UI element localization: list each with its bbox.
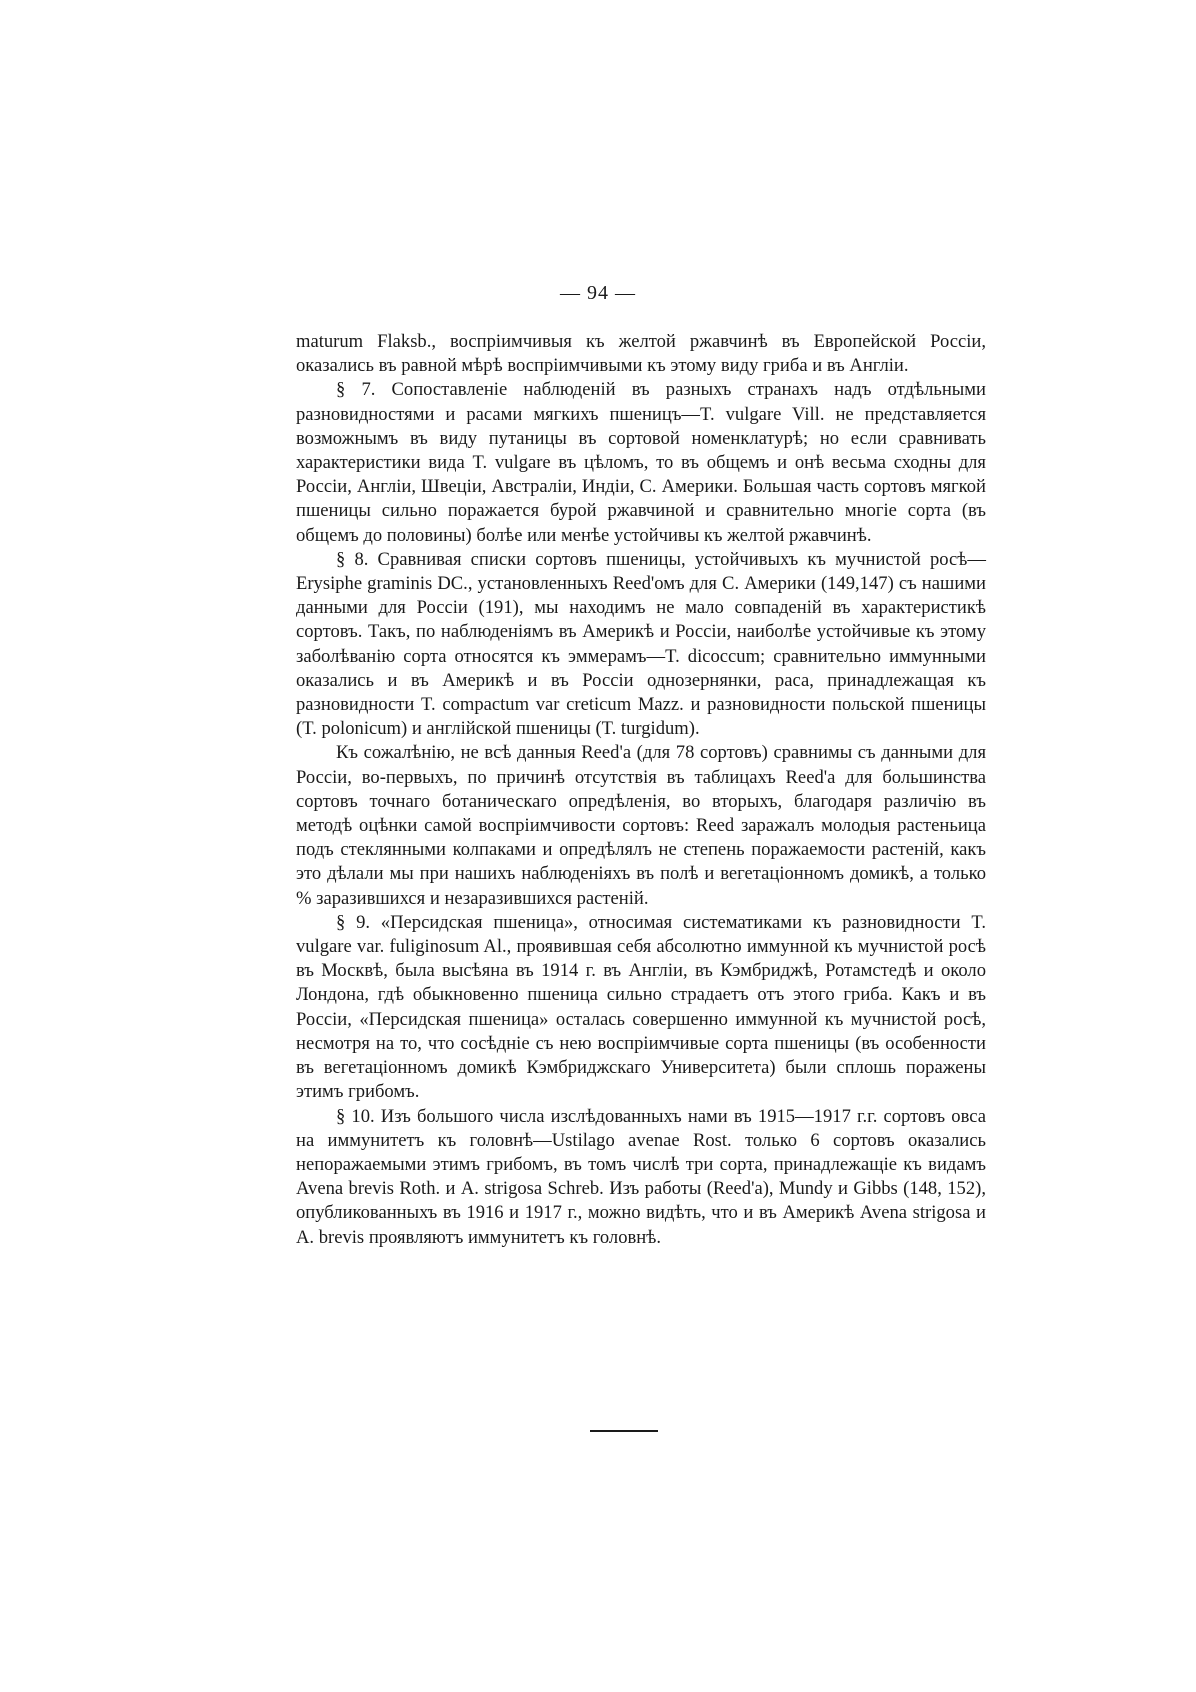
paragraph-section-8: § 8. Сравнивая списки сортовъ пшеницы, устойчивыхъ къ мучнистой росѣ—Erysiphe graminis DC., установленныхъ Reed'омъ для С. Америки (149,147) съ нашими данными для Россіи (191), мы находимъ не мало совпаденій въ характеристикѣ сортовъ. Такъ, по наблюденіямъ въ Америкѣ и Россіи, наиболѣе устойчивые къ этому заболѣванію сорта относятся къ эммерамъ—T. dicoccum; сравнительно иммунными оказались и въ Америкѣ и въ Россіи однозернянки, раса, принадлежащая къ разновидности T. compactum var creticum Mazz. и разновидности польской пшеницы (T. polonicum) и англійской пшеницы (T. turgidum). <box>296 548 986 740</box>
paragraph-section-10: § 10. Изъ большого числа изслѣдованныхъ нами въ 1915—1917 г.г. сортовъ овса на иммунитетъ къ головнѣ—Ustilago avenae Rost. только 6 сортовъ оказались непоражаемыми этимъ грибомъ, въ томъ числѣ три сорта, принадлежащіе къ видамъ Avena brevis Roth. и A. strigosa Schreb. Изъ работы (Reed'a), Mundy и Gibbs (148, 152), опубликованныхъ въ 1916 и 1917 г., можно видѣть, что и въ Америкѣ Avena strigosa и A. brevis проявляютъ иммунитетъ къ головнѣ. <box>296 1105 986 1248</box>
body-text <box>296 330 986 1250</box>
page-number: — 94 — <box>560 282 636 304</box>
paragraph-section-7: § 7. Сопоставленіе наблюденій въ разныхъ странахъ надъ отдѣльными разновидностями и расами мягкихъ пшеницъ—T. vulgare Vill. не представляется возможнымъ въ виду путаницы въ сортовой номенклатурѣ; но если сравнивать характеристики вида T. vulgare въ цѣломъ, то въ общемъ и онѣ весьма сходны для Россіи, Англіи, Швеціи, Австраліи, Индіи, С. Америки. Большая часть сортовъ мягкой пшеницы сильно поражается бурой ржавчиной и сравнительно многіе сорта (въ общемъ до половины) болѣе или менѣе устойчивы къ желтой ржавчинѣ. <box>296 379 986 546</box>
paragraph-continuation: maturum Flaksb., воспріимчивыя къ желтой ржавчинѣ въ Европейской Россіи, оказались въ равной мѣрѣ воспріимчивыми къ этому виду гриба и въ Англіи. <box>296 331 986 377</box>
paragraph-section-9: § 9. «Персидская пшеница», относимая систематиками къ разновидности T. vulgare var. fuliginosum Al., проявившая себя абсолютно иммунной къ мучнистой росѣ въ Москвѣ, была высѣяна въ 1914 г. въ Англіи, въ Кэмбриджѣ, Ротамстедѣ и около Лондона, гдѣ обыкновенно пшеница сильно страдаетъ отъ этого гриба. Какъ и въ Россіи, «Персидская пшеница» осталась совершенно иммунной къ мучнистой росѣ, несмотря на то, что сосѣдніе съ нею воспріимчивые сорта пшеницы (въ особенности въ вегетаціонномъ домикѣ Кэмбриджскаго Университета) были сплошь поражены этимъ грибомъ. <box>296 911 986 1103</box>
paragraph-reed-comparison: Къ сожалѣнію, не всѣ данныя Reed'a (для 78 сортовъ) сравнимы съ данными для Россіи, во-первыхъ, по причинѣ отсутствія въ таблицахъ Reed'a для большинства сортовъ точнаго ботаническаго опредѣленія, во вторыхъ, благодаря различію въ методѣ оцѣнки самой воспріимчивости сортовъ: Reed заражалъ молодыя растеньица подъ стеклянными колпаками и опредѣлялъ не степень поражаемости растеній, какъ это дѣлали мы при нашихъ наблюденіяхъ въ полѣ и вегетаціонномъ домикѣ, а только % заразившихся и незаразившихся растеній. <box>296 742 986 909</box>
end-divider <box>590 1430 658 1432</box>
